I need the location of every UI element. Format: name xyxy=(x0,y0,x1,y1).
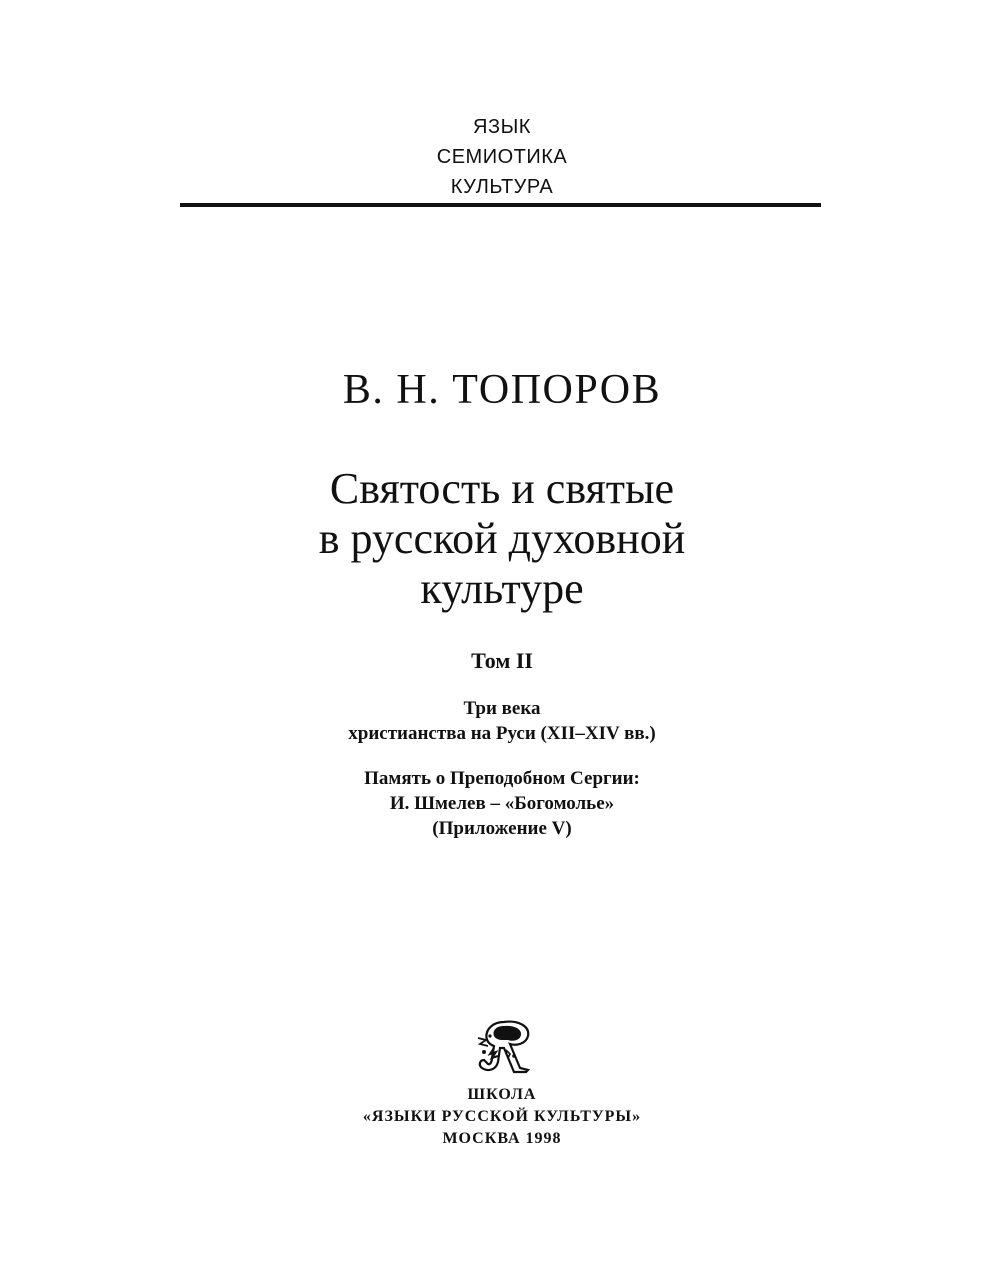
series-divider-rule xyxy=(180,203,821,207)
appendix-note-line-1: Память о Преподобном Сергии: xyxy=(364,768,640,789)
book-title xyxy=(0,464,1004,614)
publisher-line-city-year: МОСКВА 1998 xyxy=(442,1130,562,1147)
publisher-logo-icon xyxy=(470,1018,536,1074)
volume-subtitle xyxy=(0,696,1004,746)
series-line-semiotics: СЕМИОТИКА xyxy=(436,146,568,168)
publisher-line-school: ШКОЛА xyxy=(467,1086,537,1103)
appendix-note-line-3: (Приложение V) xyxy=(432,818,572,839)
volume-number: Том II xyxy=(471,648,533,673)
series-name xyxy=(0,112,1004,202)
series-line-language: ЯЗЫК xyxy=(473,116,531,138)
publisher-imprint xyxy=(0,1084,1004,1150)
volume-subtitle-line-1: Три века xyxy=(463,698,541,719)
appendix-note xyxy=(0,766,1004,841)
publisher-line-name: «ЯЗЫКИ РУССКОЙ КУЛЬТУРЫ» xyxy=(362,1108,642,1125)
book-title-line-1: Святость и святые xyxy=(329,464,675,513)
author-name: В. Н. ТОПОРОВ xyxy=(342,367,662,413)
volume-subtitle-line-2: христианства на Руси (XII–XIV вв.) xyxy=(348,723,656,744)
book-title-line-3: культуре xyxy=(420,564,584,613)
appendix-note-line-2: И. Шмелев – «Богомолье» xyxy=(389,793,615,814)
series-line-culture: КУЛЬТУРА xyxy=(450,176,554,198)
book-title-line-2: в русской духовной xyxy=(318,514,686,563)
